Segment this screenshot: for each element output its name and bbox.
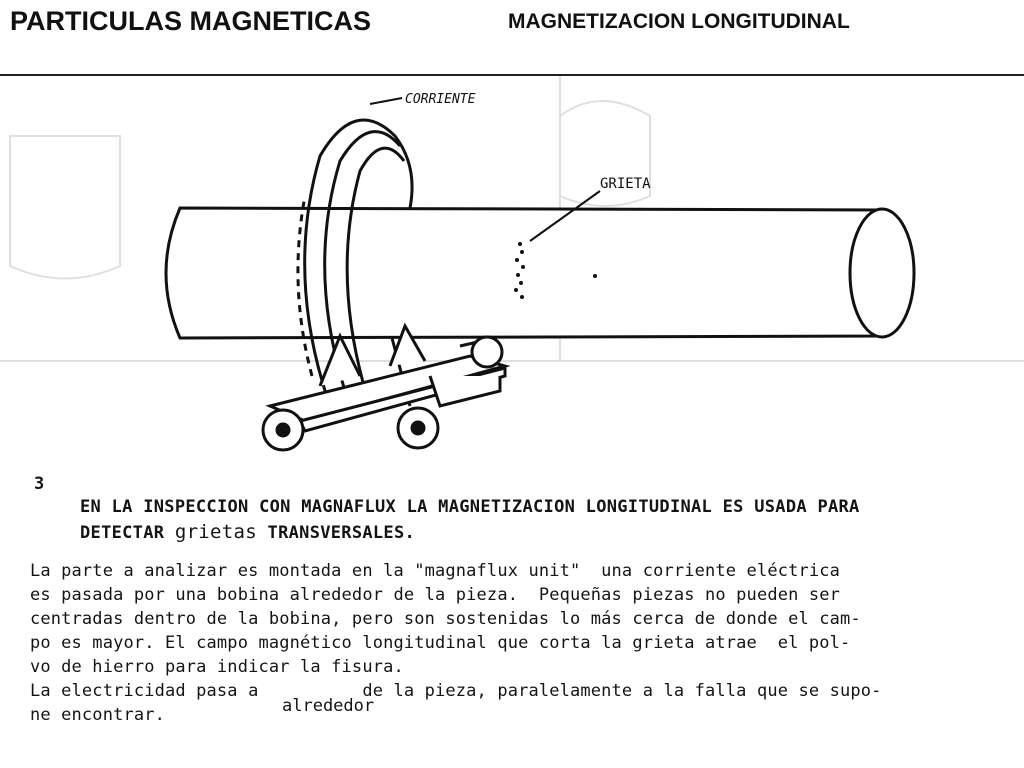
current-leader-line	[370, 98, 402, 104]
test-bar	[166, 208, 914, 338]
coil-stand	[263, 326, 505, 450]
body-line-6: La electricidad pasa a de la pieza, paralelamente a la falla que se supo-	[30, 681, 882, 701]
body-line-3: centradas dentro de la bobina, pero son sostenidas lo más cerca de donde el cam-	[30, 609, 861, 629]
section-title: MAGNETIZACION LONGITUDINAL	[508, 10, 850, 33]
caption-handwritten-suffix: s	[245, 521, 258, 543]
figure-number: 3	[34, 474, 45, 494]
magnetization-diagram	[0, 76, 1024, 476]
body-line-1: La parte a analizar es montada en la "magnaflux unit" una corriente eléctrica	[30, 561, 841, 581]
caption-prefix: DETECTAR	[80, 523, 175, 543]
inserted-word: alrededor	[282, 696, 375, 716]
current-label: CORRIENTE	[405, 92, 476, 107]
figure-caption-line-2	[80, 521, 415, 543]
caption-suffix: TRANSVERSALES.	[257, 523, 416, 543]
body-line-7: ne encontrar.	[30, 705, 166, 725]
body-line-5: vo de hierro para indicar la fisura.	[30, 657, 404, 677]
figure-caption-line-1: EN LA INSPECCION CON MAGNAFLUX LA MAGNETIZACION LONGITUDINAL ES USADA PARA	[80, 497, 860, 517]
page-title: PARTICULAS MAGNETICAS	[10, 6, 371, 36]
body-line-4: po es mayor. El campo magnético longitudinal que corta la grieta atrae el pol-	[30, 633, 851, 653]
crack-label: GRIETA	[600, 176, 651, 192]
caption-handwritten-word: grieta	[174, 521, 246, 543]
body-line-2: es pasada por una bobina alrededor de la pieza. Pequeñas piezas no pueden ser	[30, 585, 841, 605]
